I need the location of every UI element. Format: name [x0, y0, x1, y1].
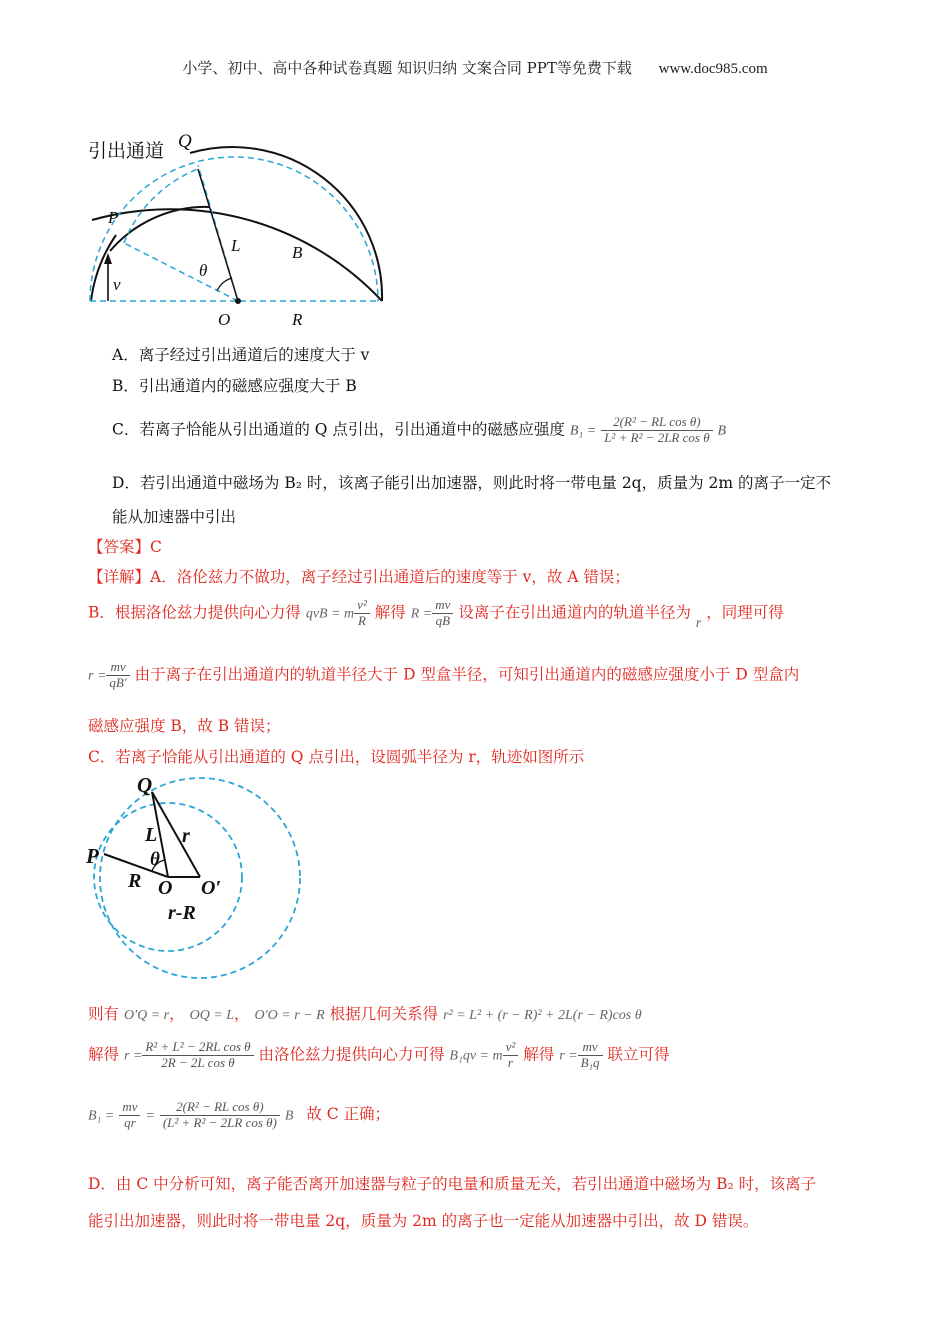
center-point-O	[235, 298, 241, 304]
expl-C3-frac2-den: r	[507, 1054, 513, 1070]
fig2-label-r-minus-R: r-R	[168, 902, 196, 924]
expl-C4-tail: B	[284, 1108, 294, 1124]
figure1-title: 引出通道	[88, 140, 165, 162]
expl-C3-lhs1: r =	[123, 1048, 143, 1064]
outer-d-arc-right	[190, 147, 382, 301]
option-D-line2: 能从加速器中引出	[112, 508, 237, 526]
expl-B-text2: 解得	[374, 603, 406, 622]
header-url: www.doc985.com	[658, 61, 768, 77]
expl-B2-frac-den: qB′	[109, 674, 127, 690]
answer-label: 【答案】C	[88, 538, 162, 556]
dashed-trajectory-arc	[124, 169, 198, 243]
expl-B-frac1-num: v²	[354, 598, 370, 614]
expl-C2-e2: OQ = L	[189, 1008, 235, 1023]
expl-C4-frac2-den: (L² + R² − 2LR cos θ)	[162, 1114, 277, 1130]
expl-C3-frac3-num: mv	[578, 1040, 603, 1056]
option-D-line1: D．若引出通道中磁场为 B₂ 时，该离子能引出加速器，则此时将一带电量 2q，质量为 2m 的离子一定不	[112, 474, 832, 492]
explanation-B-line1	[88, 597, 784, 632]
radius-OQ	[198, 169, 241, 301]
option-A: A．离子经过引出通道后的速度大于 v	[112, 346, 370, 364]
expl-C3-frac1-den: 2R − 2L cos θ	[161, 1054, 235, 1070]
label-L: L	[231, 236, 241, 255]
explanation-B-line2	[88, 660, 799, 691]
explanation-B-line3: 磁感应强度 B，故 B 错误；	[88, 717, 281, 735]
expl-B-frac1-den: R	[358, 612, 366, 628]
expl-B-text1: B．根据洛伦兹力提供向心力得	[88, 603, 301, 622]
expl-C3-frac2	[503, 1040, 519, 1071]
expl-C3-eq3: r =	[559, 1048, 578, 1064]
dashed-OP	[124, 243, 238, 301]
expl-C4-frac2-num: 2(R² − RL cos θ)	[160, 1100, 280, 1116]
expl-B2-frac-num: mv	[106, 660, 129, 676]
expl-C3-text3: 解得	[523, 1045, 555, 1064]
expl-C4-frac1-den: qr	[124, 1114, 136, 1130]
outer-d-arc	[92, 209, 382, 301]
expl-C4-lhs: B₁ =	[88, 1108, 115, 1124]
header-text: 小学、初中、高中各种试卷真题 知识归纳 文案合同 PPT等免费下载	[182, 59, 632, 77]
option-C-text: C．若离子恰能从引出通道的 Q 点引出，引出通道中的磁感应强度	[112, 420, 565, 439]
label-v: v	[113, 275, 121, 294]
option-C-den: L² + R² − 2LR cos θ	[604, 429, 710, 445]
label-R: R	[292, 310, 303, 329]
label-O: O	[218, 310, 231, 329]
explanation-C-line3	[88, 1040, 670, 1071]
expl-C4-end: 故 C 正确；	[306, 1105, 391, 1124]
figure-accelerator	[80, 125, 400, 335]
expl-B-text3: 设离子在引出通道内的轨道半径为	[458, 603, 691, 622]
expl-C3-text1: 解得	[88, 1045, 120, 1064]
explanation-C-line2: 则有 O′Q = r， OQ = L， O′O = r − R 根据几何关系得 r² = L² + (r − R)² + 2L(r − R)cos θ	[88, 1005, 642, 1023]
expl-C3-frac3-den: B₁q	[580, 1054, 600, 1070]
expl-C2-e1: O′Q = r	[123, 1008, 170, 1023]
expl-C2-e3: O′O = r − R	[254, 1008, 325, 1023]
explanation-C-line4	[88, 1100, 390, 1131]
expl-B-eq1: qvB = m	[305, 606, 355, 622]
expl-C3-frac1-num: R² + L² − 2RL cos θ	[142, 1040, 253, 1056]
figure-trajectory	[84, 770, 304, 985]
option-C-lhs: B₁ =	[569, 423, 597, 439]
explanation-D-line2: 能引出加速器，则此时将一带电量 2q，质量为 2m 的离子也一定能从加速器中引出，故 D 错误。	[88, 1212, 759, 1230]
explanation-C-line1: C．若离子恰能从引出通道的 Q 点引出，设圆弧半径为 r，轨迹如图所示	[88, 748, 585, 766]
expl-C4-frac1-num: mv	[119, 1100, 140, 1116]
expl-C4-eq: =	[145, 1108, 155, 1124]
expl-B2-text: 由于离子在引出通道内的轨道半径大于 D 型盒半径，可知引出通道内的磁感应强度小于 D 型盒内	[134, 665, 800, 684]
fig2-label-theta: θ	[150, 849, 160, 870]
expl-C3-frac1	[142, 1040, 253, 1071]
expl-C4-frac1	[119, 1100, 140, 1131]
expl-B2-frac	[106, 660, 129, 691]
explanation-A: 【详解】A．洛伦兹力不做功，离子经过引出通道后的速度等于 v，故 A 错误；	[88, 568, 630, 586]
fig2-label-r: r	[182, 825, 190, 847]
theta-arc	[217, 278, 232, 291]
label-theta: θ	[199, 261, 208, 280]
expl-B-frac1	[354, 598, 370, 629]
expl-B-r: r	[695, 616, 702, 632]
expl-C3-text2: 由洛伦兹力提供向心力可得	[258, 1045, 445, 1064]
expl-B-frac2-num: mv	[432, 598, 453, 614]
label-P: P	[108, 208, 119, 227]
expl-C3-text4: 联立可得	[607, 1045, 670, 1064]
option-C-num: 2(R² − RL cos θ)	[601, 415, 712, 431]
fig2-label-Q: Q	[137, 773, 153, 797]
fig2-label-O-prime: O′	[201, 877, 222, 899]
expl-B-text4: ，同理可得	[706, 603, 784, 622]
page-header	[0, 57, 950, 78]
expl-B-frac2-den: qB	[435, 612, 451, 628]
expl-B-frac2	[432, 598, 453, 629]
expl-B2-eq: r =	[88, 668, 107, 684]
expl-C3-frac2-num: v²	[503, 1040, 519, 1056]
expl-B-eq2: R =	[410, 606, 433, 622]
option-C	[112, 415, 726, 446]
label-Q: Q	[178, 131, 192, 152]
expl-C3-frac3	[578, 1040, 603, 1071]
explanation-D-line1: D．由 C 中分析可知，离子能否离开加速器与粒子的电量和质量无关，若引出通道中磁场为 B₂ 时，该离子	[88, 1175, 817, 1193]
expl-C2-e4: r² = L² + (r − R)² + 2L(r − R)cos θ	[443, 1008, 642, 1023]
option-B: B．引出通道内的磁感应强度大于 B	[112, 377, 357, 395]
expl-C4-frac2	[160, 1100, 280, 1131]
expl-C3-eq2: B₁qv = m	[449, 1048, 503, 1064]
expl-C2-text2: 根据几何关系得	[329, 1005, 439, 1023]
fig2-label-R: R	[128, 870, 142, 892]
fig2-label-L: L	[145, 824, 158, 846]
label-B: B	[292, 243, 303, 262]
expl-C2-text1: 则有	[88, 1005, 120, 1023]
fig2-label-P: P	[86, 844, 99, 868]
option-C-fraction	[601, 415, 712, 446]
fig2-label-O: O	[158, 877, 173, 899]
option-C-tail: B	[717, 423, 727, 439]
